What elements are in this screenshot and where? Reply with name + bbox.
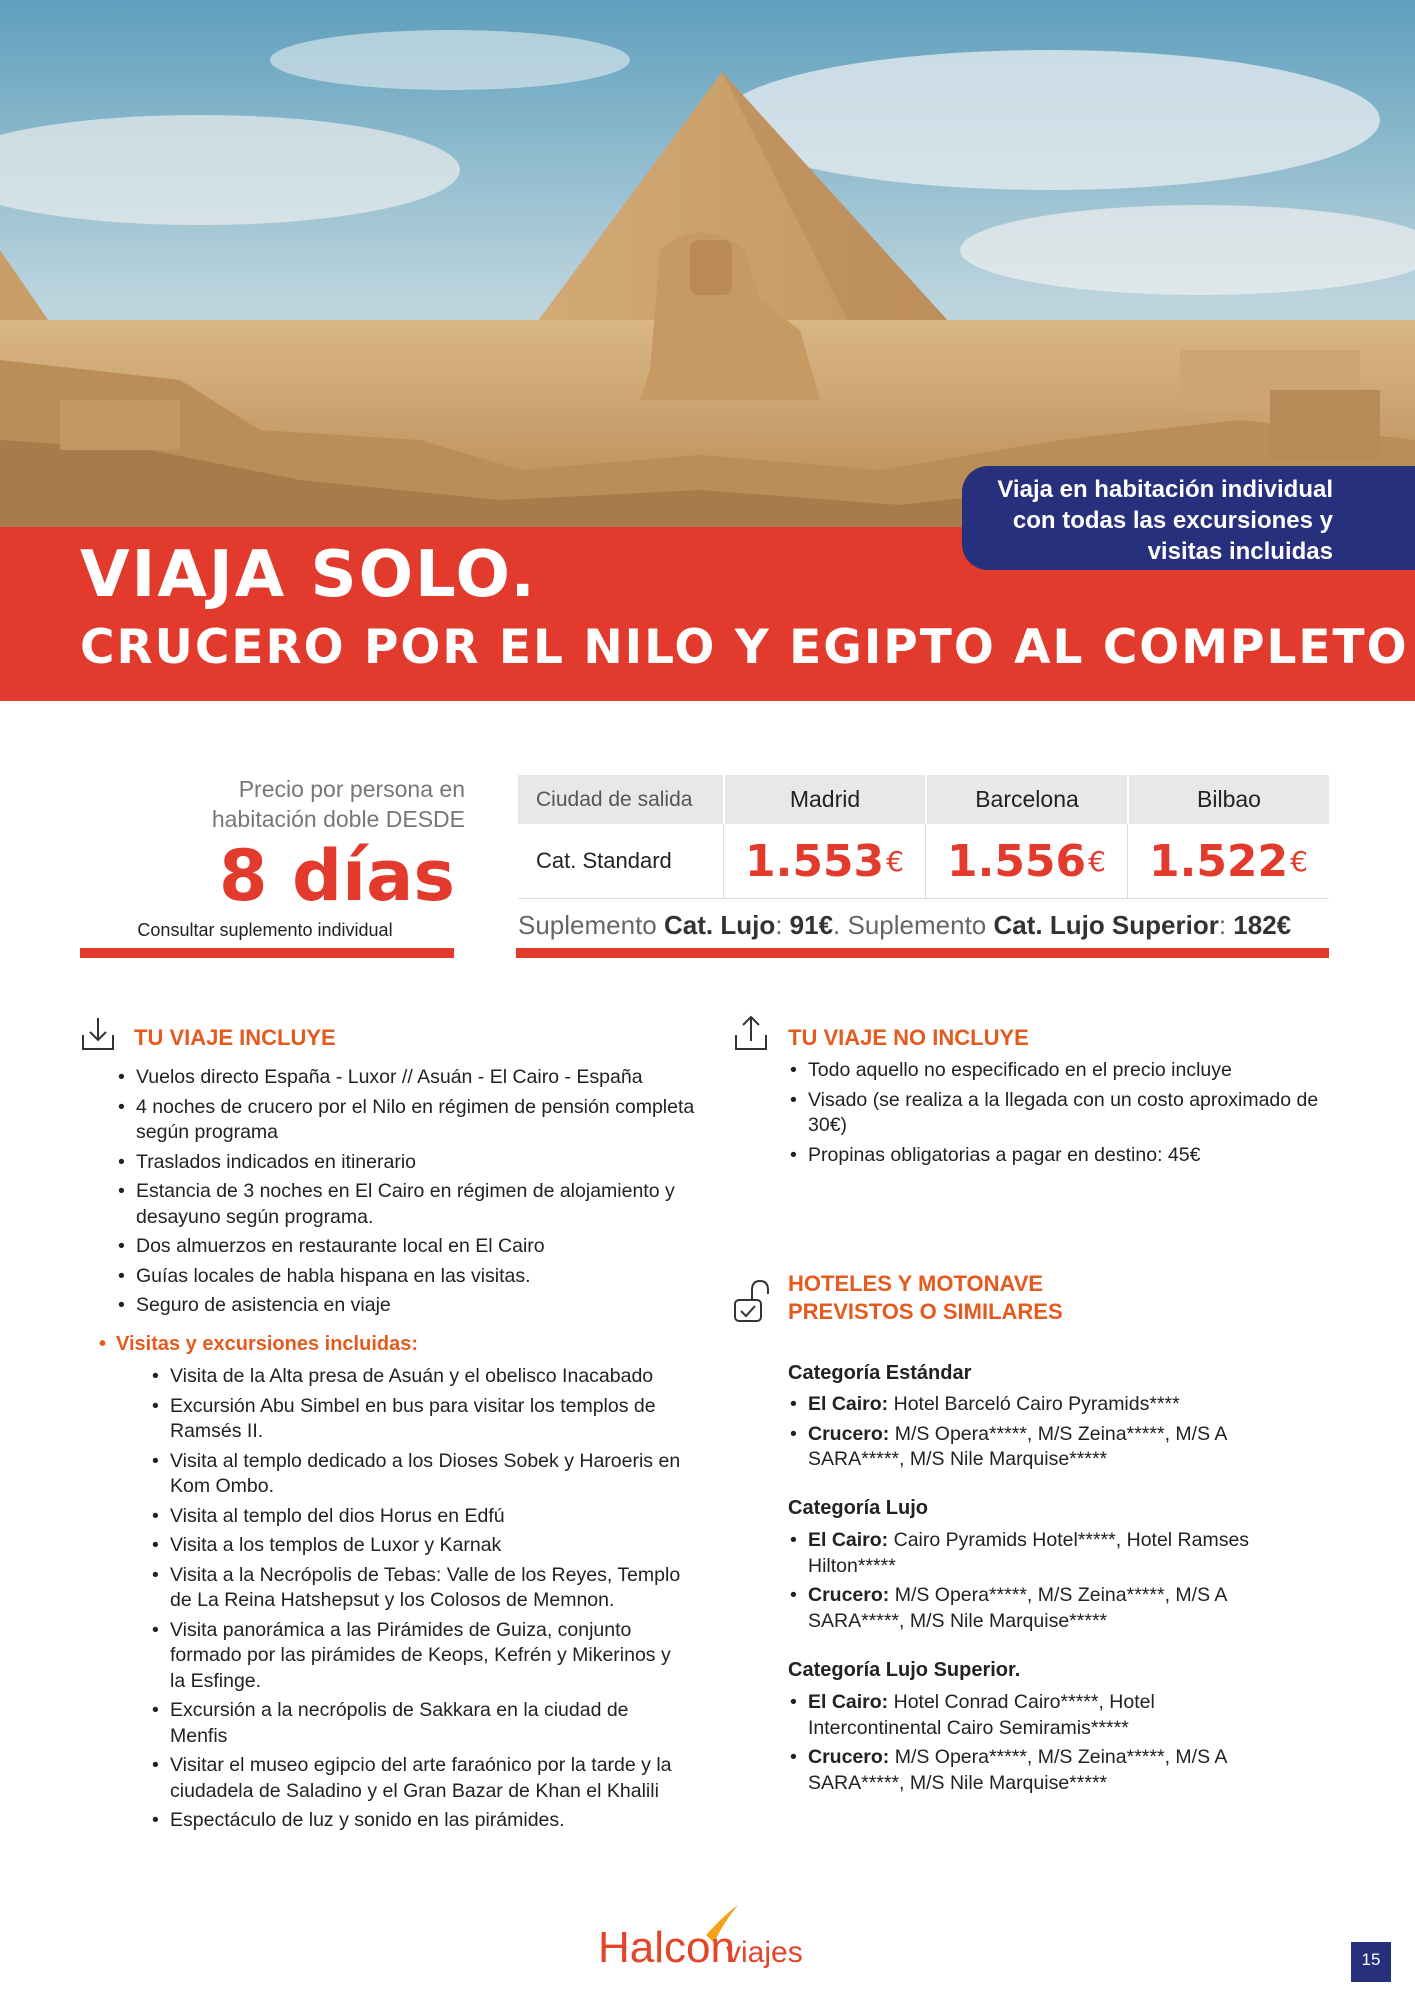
list-item: • Visita al templo del dios Horus en Edfú xyxy=(150,1504,690,1530)
hotel-text: M/S Opera*****, M/S Zeina*****, M/S A SARA*****, M/S Nile Marquise***** xyxy=(808,1584,1227,1632)
list-item: • Visitar el museo egipcio del arte faraónico por la tarde y la ciudadela de Saladino y el Gran Bazar de Khan el Khalili xyxy=(150,1753,690,1804)
list-item: • Visita de la Alta presa de Asuán y el obelisco Inacabado xyxy=(150,1364,690,1390)
supp-price-lujo: 91€ xyxy=(789,910,834,940)
list-item: • 4 noches de crucero por el Nilo en régimen de pensión completa según programa xyxy=(116,1095,696,1146)
header-madrid: Madrid xyxy=(723,775,925,824)
visitas-list xyxy=(150,1364,690,1838)
list-item xyxy=(788,1745,1288,1796)
divider-bar-right xyxy=(516,948,1329,958)
hotel-label: El Cairo: xyxy=(808,1691,889,1713)
section-title-no-incluye: TU VIAJE NO INCLUYE xyxy=(788,1025,1029,1050)
supp-cat-lujo: Cat. Lujo xyxy=(663,910,776,940)
price-summary xyxy=(80,774,465,916)
list-item: • Propinas obligatorias a pagar en destino: 45€ xyxy=(788,1143,1348,1169)
category-lujo-superior: Categoría Lujo Superior. xyxy=(788,1659,1021,1681)
list-item: • Guías locales de habla hispana en las visitas. xyxy=(116,1264,696,1290)
no-incluye-list xyxy=(788,1058,1348,1172)
list-item xyxy=(788,1528,1288,1579)
hotel-text: Hotel Barceló Cairo Pyramids**** xyxy=(888,1393,1180,1415)
visitas-title: • Visitas y excursiones incluidas: xyxy=(116,1333,418,1356)
supp-cat-lujo-superior: Cat. Lujo Superior xyxy=(993,910,1219,940)
divider-bar-left xyxy=(80,948,454,958)
price-table-header xyxy=(518,775,1329,824)
section-title-incluye: TU VIAJE INCLUYE xyxy=(134,1025,336,1050)
price-label-line-2: habitación doble DESDE xyxy=(211,806,465,832)
price-amount: 1.556 xyxy=(946,835,1087,887)
hotel-label: Crucero: xyxy=(808,1746,890,1768)
price-amount: 1.522 xyxy=(1148,835,1289,887)
header-barcelona: Barcelona xyxy=(925,775,1127,824)
supp-text: . Suplemento xyxy=(833,910,994,940)
list-item: • Todo aquello no especificado en el precio incluye xyxy=(788,1058,1348,1084)
hotel-text: Cairo Pyramids Hotel*****, Hotel Ramses Hilton***** xyxy=(808,1529,1250,1577)
hotel-label: El Cairo: xyxy=(808,1393,889,1415)
list-item: • Visita panorámica a las Pirámides de Guiza, conjunto formado por las pirámides de Keops, Kefrén y Mikerinos y la Esfinge. xyxy=(150,1618,690,1695)
list-item xyxy=(788,1690,1288,1741)
price-barcelona xyxy=(925,824,1127,899)
list-item: • Visado (se realiza a la llegada con un costo aproximado de 30€) xyxy=(788,1088,1348,1139)
hotel-text: M/S Opera*****, M/S Zeina*****, M/S A SARA*****, M/S Nile Marquise***** xyxy=(808,1422,1227,1470)
hotel-label: Crucero: xyxy=(808,1422,890,1445)
logo-word-viajes: viajes xyxy=(726,1936,803,1969)
hoteles-title-line-1: HOTELES Y MOTONAVE xyxy=(788,1271,1044,1296)
price-currency: € xyxy=(1290,844,1308,878)
list-item xyxy=(788,1392,1288,1418)
list-item: • Vuelos directo España - Luxor // Asuán - El Cairo - España xyxy=(116,1065,696,1091)
price-table xyxy=(518,775,1329,899)
hotel-label: Crucero: xyxy=(808,1584,890,1606)
list-item: • Espectáculo de luz y sonido en las pirámides. xyxy=(150,1808,690,1834)
supp-text: Suplemento xyxy=(518,910,664,940)
category-lujo: Categoría Lujo xyxy=(788,1497,929,1519)
row-category: Cat. Standard xyxy=(518,824,723,899)
list-item: • Excursión Abu Simbel en bus para visitar los templos de Ramsés II. xyxy=(150,1394,690,1445)
price-madrid xyxy=(723,824,925,899)
list-item: • Traslados indicados en itinerario xyxy=(116,1150,696,1176)
hotel-text: Hotel Conrad Cairo*****, Hotel Intercontinental Cairo Semiramis***** xyxy=(808,1691,1155,1739)
hotel-list-lujo xyxy=(788,1528,1288,1638)
trip-duration: 8 días xyxy=(218,835,455,917)
supp-text: : xyxy=(1218,910,1234,940)
list-item: • Visita a la Necrópolis de Tebas: Valle de los Reyes, Templo de La Reina Hatshepsut y los Colosos de Memnon. xyxy=(150,1563,690,1614)
hero-photo xyxy=(0,0,1415,530)
price-currency: € xyxy=(886,844,904,878)
list-item: • Seguro de asistencia en viaje xyxy=(116,1293,696,1319)
header-departure-city: Ciudad de salida xyxy=(518,775,723,824)
page-subtitle: CRUCERO POR EL NILO Y EGIPTO AL COMPLETO xyxy=(80,620,1409,675)
upload-icon xyxy=(733,1013,769,1053)
price-bilbao xyxy=(1127,824,1329,899)
section-title-hoteles xyxy=(788,1270,1063,1326)
halcon-viajes-logo xyxy=(598,1905,818,1975)
page-title: VIAJA SOLO. xyxy=(80,538,537,612)
badge-line-1: Viaja en habitación individual xyxy=(997,476,1333,503)
supplement-note: Consultar suplemento individual xyxy=(137,920,393,940)
list-item xyxy=(788,1583,1288,1634)
price-label-line-1: Precio por persona en xyxy=(238,776,465,802)
list-item: • Visita a los templos de Luxor y Karnak xyxy=(150,1533,690,1559)
list-item: • Estancia de 3 noches en El Cairo en régimen de alojamiento y desayuno según programa. xyxy=(116,1179,696,1230)
hotel-label: El Cairo: xyxy=(808,1529,889,1551)
badge-line-3: visitas incluidas xyxy=(1147,538,1333,565)
hoteles-title-line-2: PREVISTOS O SIMILARES xyxy=(788,1299,1063,1324)
page-number: 15 xyxy=(1351,1942,1391,1982)
unlock-icon xyxy=(732,1278,772,1324)
hotel-list-estandar xyxy=(788,1392,1288,1477)
supp-price-lujo-superior: 182€ xyxy=(1233,910,1292,940)
list-item: • Dos almuerzos en restaurante local en El Cairo xyxy=(116,1234,696,1260)
logo-word-halcon: Halcon xyxy=(598,1923,735,1972)
solo-badge xyxy=(962,466,1415,570)
table-row xyxy=(518,824,1329,899)
category-estandar: Categoría Estándar xyxy=(788,1362,972,1384)
price-amount: 1.553 xyxy=(744,835,885,887)
hotel-list-lujo-superior xyxy=(788,1690,1288,1800)
header-bilbao: Bilbao xyxy=(1127,775,1329,824)
list-item: • Excursión a la necrópolis de Sakkara en la ciudad de Menfis xyxy=(150,1698,690,1749)
list-item: • Visita al templo dedicado a los Dioses Sobek y Haroeris en Kom Ombo. xyxy=(150,1449,690,1500)
incluye-list xyxy=(116,1065,696,1323)
price-currency: € xyxy=(1088,844,1106,878)
hotel-text: M/S Opera*****, M/S Zeina*****, M/S A SARA*****, M/S Nile Marquise***** xyxy=(808,1746,1227,1794)
download-icon xyxy=(80,1015,116,1053)
badge-line-2: con todas las excursiones y xyxy=(1012,507,1333,534)
supplement-line xyxy=(518,910,1291,941)
supp-text: : xyxy=(775,910,790,940)
price-label xyxy=(80,774,465,834)
list-item xyxy=(788,1422,1288,1473)
